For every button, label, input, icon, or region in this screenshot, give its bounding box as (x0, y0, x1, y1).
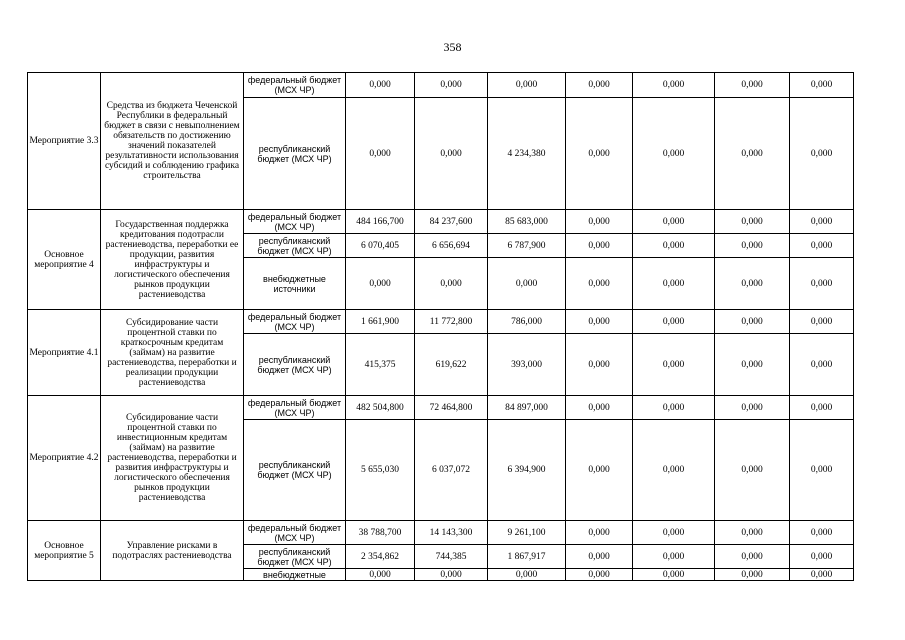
amount-cell: 415,375 (346, 334, 415, 396)
amount-cell: 0,000 (790, 234, 854, 258)
funding-source: республиканский бюджет (МСХ ЧР) (244, 545, 346, 569)
amount-cell: 0,000 (790, 98, 854, 210)
amount-cell: 0,000 (790, 545, 854, 569)
funding-source: республиканский бюджет (МСХ ЧР) (244, 234, 346, 258)
amount-cell: 0,000 (715, 420, 790, 521)
amount-cell: 38 788,700 (346, 521, 415, 545)
amount-cell: 0,000 (566, 334, 633, 396)
amount-cell: 0,000 (488, 258, 566, 310)
amount-cell: 0,000 (346, 98, 415, 210)
amount-cell: 0,000 (566, 521, 633, 545)
amount-cell: 744,385 (415, 545, 488, 569)
funding-source: федеральный бюджет (МСХ ЧР) (244, 310, 346, 334)
funding-source: республиканский бюджет (МСХ ЧР) (244, 334, 346, 396)
amount-cell: 786,000 (488, 310, 566, 334)
amount-cell: 0,000 (790, 420, 854, 521)
amount-cell: 11 772,800 (415, 310, 488, 334)
amount-cell: 0,000 (633, 420, 715, 521)
amount-cell: 1 661,900 (346, 310, 415, 334)
table-row (28, 210, 854, 234)
amount-cell: 0,000 (415, 258, 488, 310)
amount-cell: 0,000 (790, 334, 854, 396)
table-row (28, 73, 854, 98)
amount-cell: 85 683,000 (488, 210, 566, 234)
funding-source: федеральный бюджет (МСХ ЧР) (244, 521, 346, 545)
amount-cell: 0,000 (633, 569, 715, 581)
amount-cell: 0,000 (790, 73, 854, 98)
amount-cell: 0,000 (715, 98, 790, 210)
amount-cell: 0,000 (566, 234, 633, 258)
amount-cell: 6 656,694 (415, 234, 488, 258)
amount-cell: 0,000 (566, 545, 633, 569)
amount-cell: 0,000 (633, 396, 715, 420)
budget-table (27, 72, 854, 581)
amount-cell: 0,000 (633, 545, 715, 569)
amount-cell: 484 166,700 (346, 210, 415, 234)
funding-source: федеральный бюджет (МСХ ЧР) (244, 73, 346, 98)
funding-source: внебюджетные источники (244, 258, 346, 310)
amount-cell: 6 070,405 (346, 234, 415, 258)
measure-name: Мероприятие 3.3 (28, 73, 101, 210)
amount-cell: 0,000 (566, 98, 633, 210)
amount-cell: 0,000 (633, 310, 715, 334)
measure-name: Основное мероприятие 4 (28, 210, 101, 310)
measure-description: Управление рисками в подотраслях растениеводства (101, 521, 244, 581)
amount-cell: 0,000 (566, 210, 633, 234)
amount-cell: 0,000 (715, 545, 790, 569)
amount-cell: 0,000 (346, 569, 415, 581)
amount-cell: 0,000 (566, 396, 633, 420)
amount-cell: 0,000 (566, 258, 633, 310)
funding-source: внебюджетные (244, 569, 346, 581)
amount-cell: 482 504,800 (346, 396, 415, 420)
amount-cell: 0,000 (790, 521, 854, 545)
amount-cell: 0,000 (633, 258, 715, 310)
amount-cell: 0,000 (633, 334, 715, 396)
amount-cell: 393,000 (488, 334, 566, 396)
funding-source: федеральный бюджет (МСХ ЧР) (244, 210, 346, 234)
amount-cell: 0,000 (715, 210, 790, 234)
amount-cell: 72 464,800 (415, 396, 488, 420)
amount-cell: 0,000 (715, 569, 790, 581)
amount-cell: 9 261,100 (488, 521, 566, 545)
amount-cell: 0,000 (488, 73, 566, 98)
measure-description: Субсидирование части процентной ставки по краткосрочным кредитам (займам) на развитие растениеводства, переработки и реализации продукции растениеводства (101, 310, 244, 396)
amount-cell: 84 897,000 (488, 396, 566, 420)
measure-name: Мероприятие 4.1 (28, 310, 101, 396)
amount-cell: 0,000 (715, 234, 790, 258)
amount-cell: 0,000 (346, 73, 415, 98)
amount-cell: 0,000 (633, 234, 715, 258)
amount-cell: 0,000 (790, 396, 854, 420)
page-number: 358 (443, 40, 462, 54)
measure-description: Средства из бюджета Чеченской Республики в федеральный бюджет в связи с невыполнением обязательств по достижению значений показателей результативности использования субсидий и соблюдению графика строительства (101, 73, 244, 210)
amount-cell: 0,000 (415, 98, 488, 210)
amount-cell: 0,000 (566, 73, 633, 98)
amount-cell: 0,000 (790, 258, 854, 310)
amount-cell: 0,000 (715, 310, 790, 334)
amount-cell: 0,000 (415, 569, 488, 581)
funding-source: федеральный бюджет (МСХ ЧР) (244, 396, 346, 420)
measure-name: Основное мероприятие 5 (28, 521, 101, 581)
measure-description: Субсидирование части процентной ставки по инвестиционным кредитам (займам) на развитие растениеводства, переработки и развития инфраструктуры и логистического обеспечения рынков продукции растениеводства (101, 396, 244, 521)
table-row (28, 521, 854, 545)
amount-cell: 0,000 (790, 310, 854, 334)
amount-cell: 0,000 (790, 210, 854, 234)
amount-cell: 0,000 (566, 420, 633, 521)
amount-cell: 0,000 (715, 521, 790, 545)
measure-description: Государственная поддержка кредитования подотрасли растениеводства, переработки ее продукции, развития инфраструктуры и логистического обеспечения рынков продукции растениеводства (101, 210, 244, 310)
amount-cell: 0,000 (415, 73, 488, 98)
amount-cell: 0,000 (715, 396, 790, 420)
amount-cell: 14 143,300 (415, 521, 488, 545)
table-row (28, 396, 854, 420)
amount-cell: 0,000 (715, 73, 790, 98)
amount-cell: 0,000 (633, 98, 715, 210)
amount-cell: 0,000 (633, 521, 715, 545)
amount-cell: 619,622 (415, 334, 488, 396)
amount-cell: 1 867,917 (488, 545, 566, 569)
table-row (28, 310, 854, 334)
amount-cell: 84 237,600 (415, 210, 488, 234)
amount-cell: 4 234,380 (488, 98, 566, 210)
amount-cell: 6 037,072 (415, 420, 488, 521)
amount-cell: 6 394,900 (488, 420, 566, 521)
amount-cell: 2 354,862 (346, 545, 415, 569)
amount-cell: 0,000 (633, 210, 715, 234)
amount-cell: 0,000 (566, 569, 633, 581)
amount-cell: 0,000 (715, 258, 790, 310)
amount-cell: 5 655,030 (346, 420, 415, 521)
amount-cell: 0,000 (715, 334, 790, 396)
measure-name: Мероприятие 4.2 (28, 396, 101, 521)
amount-cell: 0,000 (346, 258, 415, 310)
amount-cell: 0,000 (566, 310, 633, 334)
amount-cell: 0,000 (633, 73, 715, 98)
funding-source: республиканский бюджет (МСХ ЧР) (244, 420, 346, 521)
amount-cell: 6 787,900 (488, 234, 566, 258)
amount-cell: 0,000 (790, 569, 854, 581)
amount-cell: 0,000 (488, 569, 566, 581)
funding-source: республиканский бюджет (МСХ ЧР) (244, 98, 346, 210)
